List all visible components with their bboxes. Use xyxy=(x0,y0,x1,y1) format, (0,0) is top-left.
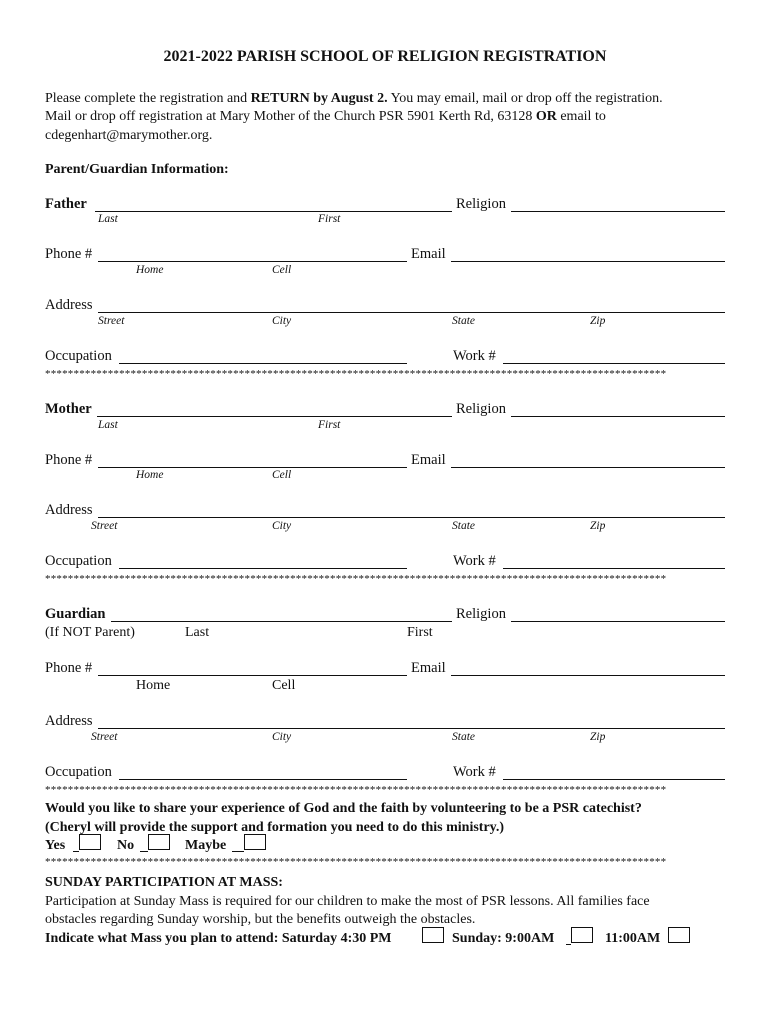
father-phone-field[interactable] xyxy=(98,261,407,262)
home-caption: Home xyxy=(136,678,171,693)
sunday-11-label: 11:00AM xyxy=(605,931,661,946)
home-caption: Home xyxy=(136,469,164,481)
saturday-430-checkbox[interactable] xyxy=(422,927,444,943)
father-religion-field[interactable] xyxy=(511,211,725,212)
mother-email-field[interactable] xyxy=(451,467,725,468)
father-label: Father xyxy=(45,196,87,212)
sunday-11-checkbox[interactable] xyxy=(668,927,690,943)
indicate-label: Indicate what Mass you plan to attend: Saturday 4:30 PM xyxy=(45,931,392,946)
mother-name-field[interactable] xyxy=(97,416,452,417)
state-caption: State xyxy=(452,731,475,743)
sunday-9-underline xyxy=(566,944,571,945)
religion-label: Religion xyxy=(456,196,506,212)
zip-caption: Zip xyxy=(590,520,606,532)
address-label: Address xyxy=(45,297,93,313)
guardian-religion-field[interactable] xyxy=(511,621,725,622)
sunday-9-checkbox[interactable] xyxy=(571,927,593,943)
religion-label: Religion xyxy=(456,606,506,622)
intro-line-2 xyxy=(45,107,606,127)
sunday-text-1: Participation at Sunday Mass is required for our children to make the most of PSR lessons. All families face xyxy=(45,894,650,909)
email-label: Email xyxy=(411,246,446,262)
separator: ************************************************************************************************************* xyxy=(45,573,667,585)
sunday-heading: SUNDAY PARTICIPATION AT MASS: xyxy=(45,875,283,890)
no-label: No xyxy=(117,838,135,853)
occupation-label: Occupation xyxy=(45,764,112,780)
father-work-field[interactable] xyxy=(503,363,725,364)
street-caption: Street xyxy=(91,731,118,743)
page-title: 2021-2022 PARISH SCHOOL OF RELIGION REGISTRATION xyxy=(163,48,607,65)
guardian-occupation-field[interactable] xyxy=(119,779,407,780)
section-heading: Parent/Guardian Information: xyxy=(45,162,229,177)
cell-caption: Cell xyxy=(272,264,292,276)
cell-caption: Cell xyxy=(272,469,292,481)
phone-label: Phone # xyxy=(45,660,93,676)
zip-caption: Zip xyxy=(590,731,606,743)
mother-religion-field[interactable] xyxy=(511,416,725,417)
separator: ************************************************************************************************************* xyxy=(45,784,667,796)
maybe-underline xyxy=(232,851,244,852)
no-underline xyxy=(140,851,148,852)
cell-caption: Cell xyxy=(272,678,296,693)
intro-text: Please complete the registration and xyxy=(45,91,251,106)
yes-underline xyxy=(73,851,79,852)
father-occupation-field[interactable] xyxy=(119,363,407,364)
city-caption: City xyxy=(272,315,292,327)
work-label: Work # xyxy=(453,764,496,780)
last-caption: Last xyxy=(98,213,118,225)
address-label: Address xyxy=(45,502,93,518)
email-label: Email xyxy=(411,660,446,676)
if-not-parent-caption: (If NOT Parent) xyxy=(45,625,135,640)
occupation-label: Occupation xyxy=(45,348,112,364)
intro-deadline: RETURN by August 2. xyxy=(250,91,388,106)
city-caption: City xyxy=(272,520,292,532)
last-caption: Last xyxy=(185,625,210,640)
last-caption: Last xyxy=(98,419,118,431)
phone-label: Phone # xyxy=(45,452,93,468)
separator: ************************************************************************************************************* xyxy=(45,368,667,380)
yes-checkbox[interactable] xyxy=(79,834,101,850)
religion-label: Religion xyxy=(456,401,506,417)
street-caption: Street xyxy=(98,315,125,327)
first-caption: First xyxy=(318,213,341,225)
maybe-checkbox[interactable] xyxy=(244,834,266,850)
guardian-address-field[interactable] xyxy=(98,728,725,729)
catechist-question: Would you like to share your experience of God and the faith by volunteering to be a PSR catechist? xyxy=(45,801,642,816)
guardian-name-field[interactable] xyxy=(111,621,452,622)
father-email-field[interactable] xyxy=(451,261,725,262)
intro-email: cdegenhart@marymother.org. xyxy=(45,128,213,143)
yes-label: Yes xyxy=(45,838,66,853)
sunday-9-label: Sunday: 9:00AM xyxy=(452,931,555,946)
guardian-email-field[interactable] xyxy=(451,675,725,676)
work-label: Work # xyxy=(453,553,496,569)
intro-text: Mail or drop off registration at Mary Mother of the Church PSR 5901 Kerth Rd, 63128 xyxy=(45,109,536,124)
state-caption: State xyxy=(452,315,475,327)
intro-line-1 xyxy=(45,89,663,109)
guardian-phone-field[interactable] xyxy=(98,675,407,676)
separator: ************************************************************************************************************* xyxy=(45,856,667,868)
mother-phone-field[interactable] xyxy=(98,467,407,468)
catechist-support: (Cheryl will provide the support and formation you need to do this ministry.) xyxy=(45,820,505,835)
father-address-field[interactable] xyxy=(98,312,725,313)
street-caption: Street xyxy=(91,520,118,532)
mother-work-field[interactable] xyxy=(503,568,725,569)
email-label: Email xyxy=(411,452,446,468)
phone-label: Phone # xyxy=(45,246,93,262)
work-label: Work # xyxy=(453,348,496,364)
mother-label: Mother xyxy=(45,401,92,417)
mother-occupation-field[interactable] xyxy=(119,568,407,569)
guardian-work-field[interactable] xyxy=(503,779,725,780)
sunday-text-2: obstacles regarding Sunday worship, but the benefits outweigh the obstacles. xyxy=(45,912,476,927)
mother-address-field[interactable] xyxy=(98,517,725,518)
intro-or: OR xyxy=(535,109,557,124)
zip-caption: Zip xyxy=(590,315,606,327)
father-name-field[interactable] xyxy=(95,211,452,212)
maybe-label: Maybe xyxy=(185,838,227,853)
first-caption: First xyxy=(407,625,433,640)
city-caption: City xyxy=(272,731,292,743)
address-label: Address xyxy=(45,713,93,729)
home-caption: Home xyxy=(136,264,164,276)
state-caption: State xyxy=(452,520,475,532)
intro-text: email to xyxy=(556,109,606,124)
intro-text: You may email, mail or drop off the registration. xyxy=(387,91,663,106)
occupation-label: Occupation xyxy=(45,553,112,569)
no-checkbox[interactable] xyxy=(148,834,170,850)
first-caption: First xyxy=(318,419,341,431)
guardian-label: Guardian xyxy=(45,606,106,622)
